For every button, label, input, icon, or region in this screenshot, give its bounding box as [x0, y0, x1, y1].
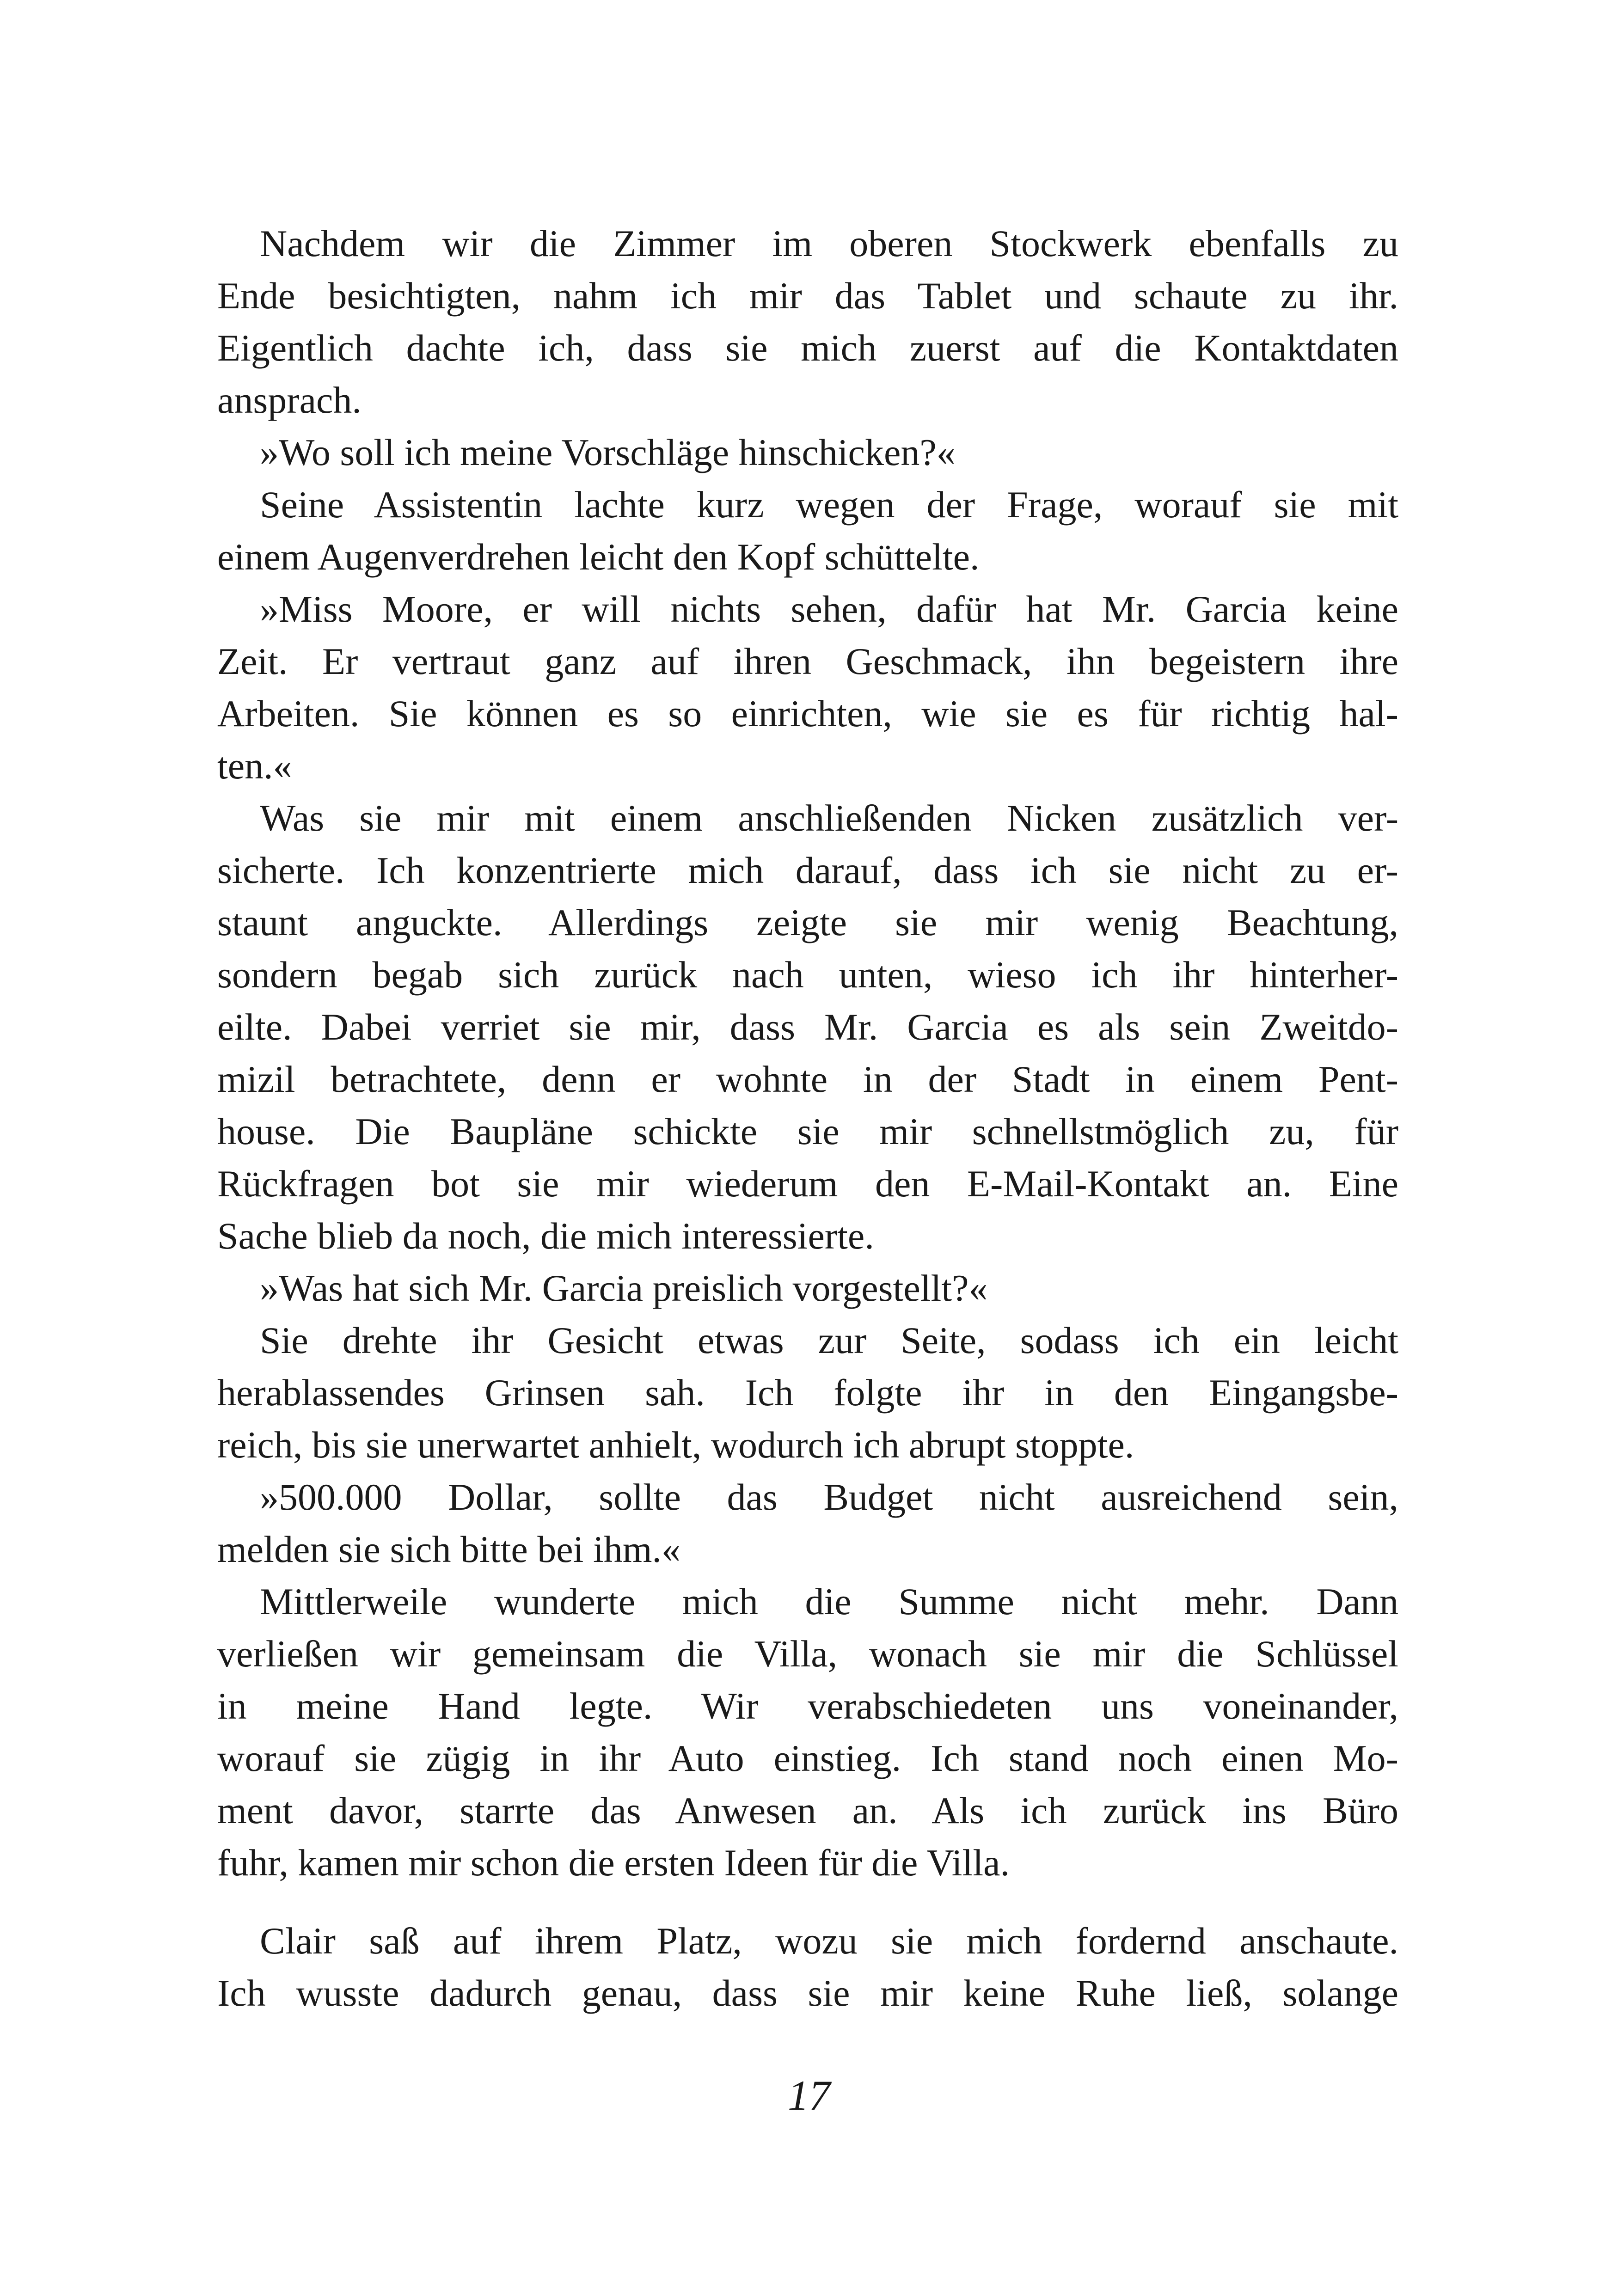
text-line: ten.«	[217, 745, 292, 787]
text-line: »500.000 Dollar, sollte das Budget nicht ausreichend sein,	[260, 1476, 1398, 1518]
text-line: sondern begab sich zurück nach unten, wieso ich ihr hinterher-	[217, 954, 1398, 996]
text-line: Ich wusste dadurch genau, dass sie mir keine Ruhe ließ, solange	[217, 1972, 1398, 2014]
text-line: einem Augenverdrehen leicht den Kopf schüttelte.	[217, 536, 980, 578]
text-line: Sache blieb da noch, die mich interessierte.	[217, 1215, 874, 1257]
text-line: Ende besichtigten, nahm ich mir das Tablet und schaute zu ihr.	[217, 275, 1398, 317]
text-line: house. Die Baupläne schickte sie mir schnellstmöglich zu, für	[217, 1110, 1398, 1152]
text-line: Seine Assistentin lachte kurz wegen der Frage, worauf sie mit	[260, 484, 1398, 526]
text-line: »Miss Moore, er will nichts sehen, dafür hat Mr. Garcia keine	[260, 588, 1398, 630]
text-line: fuhr, kamen mir schon die ersten Ideen für die Villa.	[217, 1842, 1010, 1884]
text-line: herablassendes Grinsen sah. Ich folgte ihr in den Eingangsbe-	[217, 1371, 1398, 1414]
text-line: Clair saß auf ihrem Platz, wozu sie mich fordernd anschaute.	[260, 1920, 1398, 1962]
text-line: Was sie mir mit einem anschließenden Nicken zusätzlich ver-	[260, 797, 1398, 839]
body-text	[217, 217, 1398, 2019]
text-line: ansprach.	[217, 379, 362, 421]
text-line: verließen wir gemeinsam die Villa, wonach sie mir die Schlüssel	[217, 1633, 1398, 1675]
text-line: sicherte. Ich konzentrierte mich darauf, dass ich sie nicht zu er-	[217, 849, 1398, 891]
text-line: Nachdem wir die Zimmer im oberen Stockwerk ebenfalls zu	[260, 222, 1398, 264]
text-line: Zeit. Er vertraut ganz auf ihren Geschmack, ihn begeistern ihre	[217, 640, 1398, 682]
text-line: Sie drehte ihr Gesicht etwas zur Seite, sodass ich ein leicht	[260, 1319, 1398, 1361]
text-line: melden sie sich bitte bei ihm.«	[217, 1528, 681, 1570]
text-line: Rückfragen bot sie mir wiederum den E-Mail-Kontakt an. Eine	[217, 1163, 1398, 1205]
text-line: in meine Hand legte. Wir verabschiedeten uns voneinander,	[217, 1685, 1398, 1727]
text-line: mizil betrachtete, denn er wohnte in der Stadt in einem Pent-	[217, 1058, 1398, 1100]
text-line: Eigentlich dachte ich, dass sie mich zuerst auf die Kontaktdaten	[217, 327, 1398, 369]
text-line: ment davor, starrte das Anwesen an. Als ich zurück ins Büro	[217, 1789, 1398, 1831]
text-line: staunt anguckte. Allerdings zeigte sie mir wenig Beachtung,	[217, 901, 1398, 943]
text-line: reich, bis sie unerwartet anhielt, wodurch ich abrupt stoppte.	[217, 1424, 1134, 1466]
text-line: eilte. Dabei verriet sie mir, dass Mr. Garcia es als sein Zweitdo-	[217, 1006, 1398, 1048]
text-line: »Was hat sich Mr. Garcia preislich vorgestellt?«	[260, 1267, 988, 1309]
text-line: Mittlerweile wunderte mich die Summe nicht mehr. Dann	[260, 1580, 1398, 1623]
text-line: worauf sie zügig in ihr Auto einstieg. Ich stand noch einen Mo-	[217, 1737, 1398, 1779]
page-number: 17	[788, 2072, 830, 2119]
text-line: Arbeiten. Sie können es so einrichten, wie sie es für richtig hal-	[217, 692, 1398, 735]
text-line: »Wo soll ich meine Vorschläge hinschicken?«	[260, 431, 956, 473]
